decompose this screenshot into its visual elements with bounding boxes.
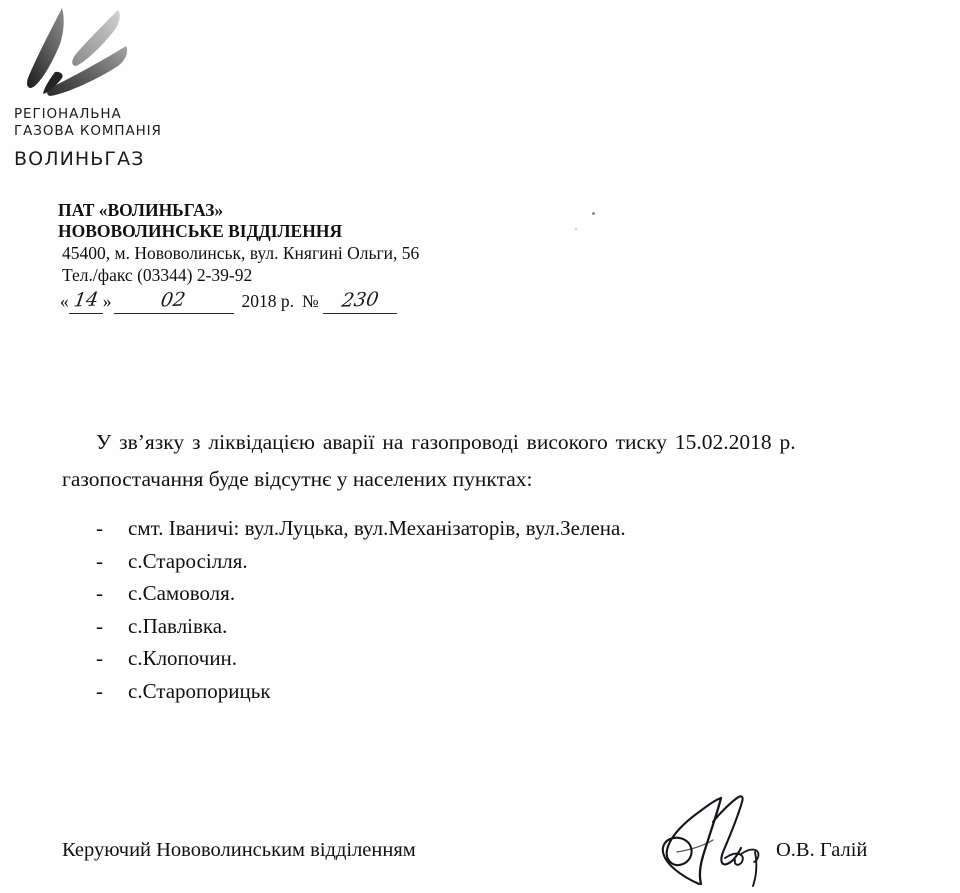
bullet-dash-icon: - [96, 613, 103, 638]
settlement-label: с.Клопочин. [128, 646, 238, 670]
sender-division: НОВОВОЛИНСЬКЕ ВІДДІЛЕННЯ [58, 221, 343, 241]
scan-artifact-speck [592, 212, 595, 215]
sender-block [58, 200, 578, 315]
day-handwritten-value: 14 [71, 288, 100, 312]
bullet-dash-icon: - [96, 646, 103, 670]
list-item [96, 610, 626, 643]
year-text: 2018 р. [241, 291, 294, 311]
letterhead [14, 6, 244, 174]
bullet-dash-icon: - [96, 678, 103, 703]
number-label: № [302, 291, 319, 311]
settlement-label: с.Самоволя. [128, 581, 236, 605]
body-paragraph-first-line: У зв’язку з ліквідацією аварії на газопроводі високого тиску 15.02.2018 р. [96, 430, 796, 454]
list-item [96, 675, 626, 708]
month-field [114, 287, 234, 314]
document-number-handwritten-value: 230 [339, 288, 380, 312]
open-quote: « [60, 291, 69, 311]
logo-wordmark [14, 106, 244, 174]
list-item [96, 545, 626, 578]
body-paragraph-second-line: газопостачання буде відсутнє у населених пунктах: [62, 467, 533, 491]
list-item [96, 512, 626, 545]
signer-title: Керуючий Нововолинським відділенням [62, 839, 416, 861]
date-and-number-line [58, 288, 578, 315]
settlement-label: с.Павлівка. [128, 613, 228, 638]
letter-body [62, 424, 934, 498]
logo-line-volyngaz: ВОЛИНЬГАЗ [14, 148, 145, 170]
signature-row [62, 836, 942, 870]
settlement-list [96, 512, 626, 707]
settlement-label: с.Старопорицьк [128, 678, 271, 703]
sender-phone: Тел./факс (03344) 2-39-92 [62, 265, 253, 285]
bullet-dash-icon: - [96, 581, 103, 605]
scan-artifact-speck [575, 228, 577, 230]
sender-address: 45400, м. Нововолинськ, вул. Княгині Ольги, 56 [62, 243, 420, 263]
signer-name: О.В. Галій [776, 839, 868, 861]
month-handwritten-value: 02 [159, 288, 188, 312]
bullet-dash-icon: - [96, 548, 103, 573]
logo-line-regional: РЕГІОНАЛЬНА [14, 106, 122, 122]
flame-leaves-logo-icon [14, 6, 132, 98]
list-item [96, 577, 626, 610]
list-item [96, 642, 626, 675]
sender-company: ПАТ «ВОЛИНЬГАЗ» [58, 200, 224, 220]
settlement-label: смт. Іваничі: вул.Луцька, вул.Механізаторів, вул.Зелена. [128, 516, 626, 540]
settlement-label: с.Старосілля. [128, 548, 248, 573]
bullet-dash-icon: - [96, 516, 103, 540]
handwritten-signature-icon [637, 792, 787, 892]
day-field [69, 287, 103, 314]
document-number-field [323, 287, 397, 314]
logo-line-gas-company: ГАЗОВА КОМПАНІЯ [14, 123, 162, 139]
close-quote: » [102, 291, 112, 311]
